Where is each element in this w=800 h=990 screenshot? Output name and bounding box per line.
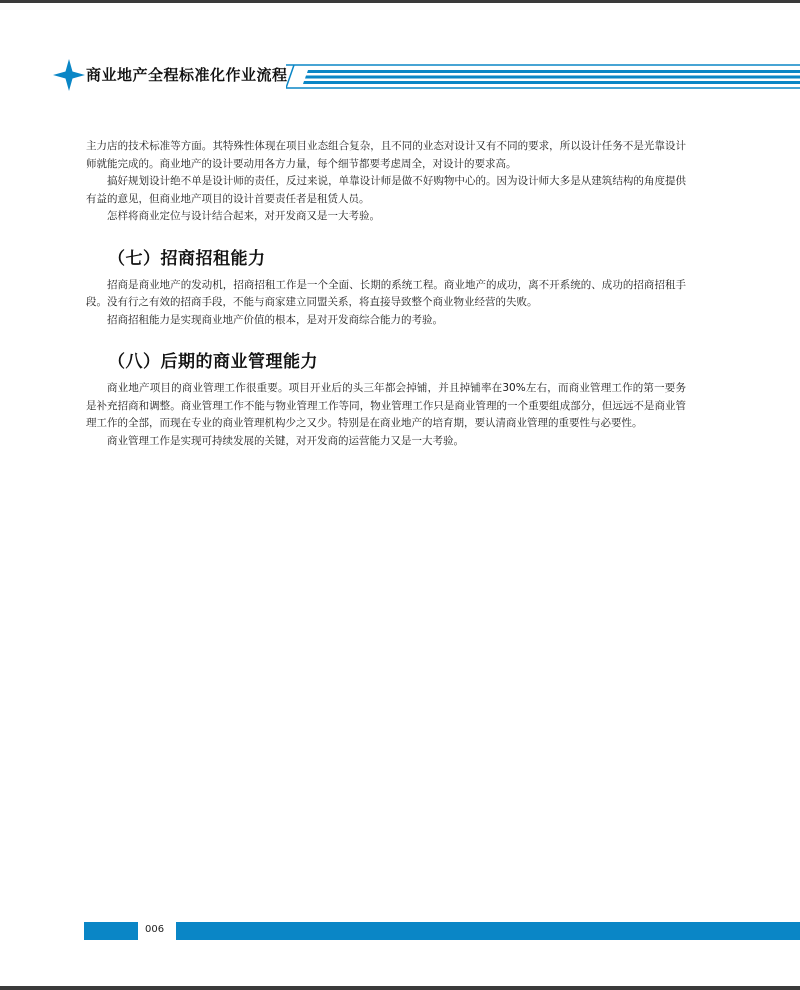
footer-bar-right bbox=[176, 922, 800, 940]
body-paragraph: 商业管理工作是实现可持续发展的关键，对开发商的运营能力又是一大考验。 bbox=[107, 434, 464, 447]
body-paragraph: 怎样将商业定位与设计结合起来，对开发商又是一大考验。 bbox=[107, 210, 380, 222]
page-header bbox=[0, 56, 800, 96]
four-point-star-icon bbox=[52, 58, 86, 92]
top-border bbox=[0, 0, 800, 3]
body-paragraph: 商业地产项目的商业管理工作很重要。项目开业后的头三年都会掉铺，并且掉铺率在30%左右，而商业管理工作的第一要务是补充招商和调整。商业管理工作不能与物业管理工作等同，物业管理工作只是商业管理的一个重要组成部分，但远远不是商业管理工作的全部，而现在专业的商业管理机构少之又少。特别是在商业地产的培育期，要认清商业管理的重要性与必要性。 bbox=[86, 382, 686, 429]
section-heading: （八）后期的商业管理能力 bbox=[108, 352, 318, 372]
running-header-title: 商业地产全程标准化作业流程 bbox=[86, 66, 288, 84]
body-paragraph: 搞好规划设计绝不单是设计师的责任，反过来说，单靠设计师是做不好购物中心的。因为设计师大多是从建筑结构的角度提供有益的意见，但商业地产项目的设计首要责任者是租赁人员。 bbox=[86, 175, 686, 205]
body-paragraph: 招商是商业地产的发动机，招商招租工作是一个全面、长期的系统工程。商业地产的成功，离不开系统的、成功的招商招租手段。没有行之有效的招商手段，不能与商家建立同盟关系，将直接导致整个商业物业经营的失败。 bbox=[86, 278, 686, 308]
main-content bbox=[86, 138, 686, 450]
footer-bar-left bbox=[84, 922, 138, 940]
header-decorative-lines bbox=[286, 61, 800, 91]
section-heading: （七）招商招租能力 bbox=[108, 248, 266, 269]
page-number: 006 bbox=[145, 924, 165, 935]
bottom-border bbox=[0, 986, 800, 990]
body-paragraph: 主力店的技术标准等方面。其特殊性体现在项目业态组合复杂，且不同的业态对设计又有不同的要求，所以设计任务不是光靠设计师就能完成的。商业地产的设计要动用各方力量，每个细节都要考虑周全，对设计的要求高。 bbox=[86, 140, 686, 170]
body-paragraph: 招商招租能力是实现商业地产价值的根本，是对开发商综合能力的考验。 bbox=[107, 313, 443, 326]
